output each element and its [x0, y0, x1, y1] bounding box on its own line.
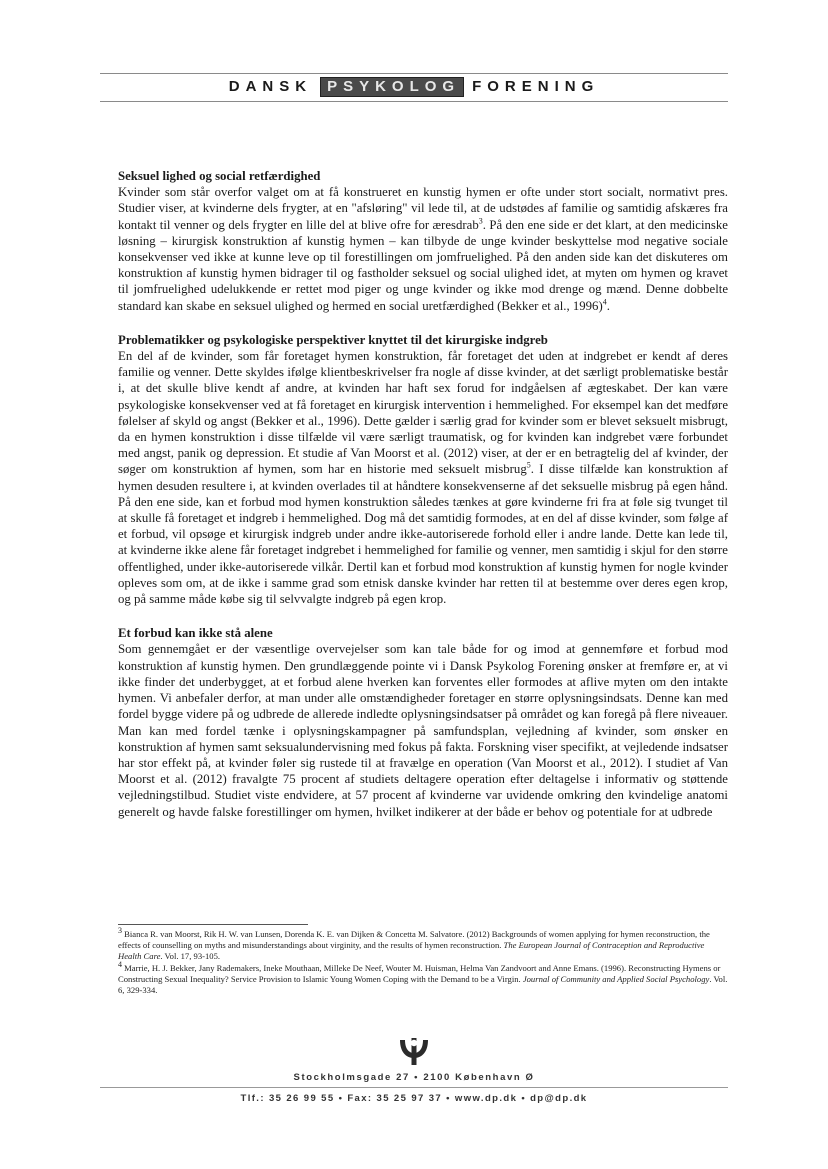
section-heading: Problematikker og psykologiske perspektiver knyttet til det kirurgiske indgreb — [118, 332, 548, 347]
section-paragraph: Som gennemgået er der væsentlige overvejelser som kan tale både for og imod at gennemføre et forbud mod konstruktion af kunstig hymen. Den grundlæggende pointe vi i Dansk Psykolog Forening ønsker at fremføre er, at vi ikke finder det underbygget, at et forbud alene hverken kan forventes eller formodes at aflive myten om den intakte hymen. Vi anbefaler derfor, at man under alle omstændigheder foretager en større oplysningsindsats. Denne kan med fordel bygge videre på og udbrede de allerede indledte oplysningsindsatser på området og kan foregå på flere niveauer. Man kan med fordel tænke i oplysningskampagner på samfundsplan, vejledning af kvinder, som ønsker en konstruktion af hymen samt seksualundervisning med fokus på fakta. Forskning viser specifikt, at vejledende indsatser har stor effekt på, at kvinder føler sig rustede til at fravælge en operation (Van Moorst et al., 2012). I studiet af Van Moorst et al. (2012) fravalgte 75 procent af studiets deltagere operation efter deltagelse i informativ og støttende vejledningstilbud. Studiet viste endvidere, at 57 procent af kvinderne var uvidende omkring den kvindelige anatomi generelt og havde falske forestillinger om hymen, hvilket indikerer at der både er behov og potentiale for at udbrede — [118, 642, 728, 819]
letter-body — [118, 168, 728, 838]
footnotes — [118, 926, 728, 997]
section-paragraph: Kvinder som står overfor valget om at få konstrueret en kunstig hymen er ofte under stort socialt, normativt pres. Studier viser, at kvinderne dels frygter, at en "afsløring" vil lede til, at de udstødes af familie og samtidig afskæres fra kontakt til venner og dels frygter en lille del at blive ofre for æresdrab$^3$. På den ene side er det klart, at den medicinske løsning – kirurgisk konstruktion af kunstig hymen – kan tilbyde de unge kvinder beskyttelse mod negative sociale konsekvenser ved ikke at kunne leve op til forestillingen om jomfruelighed. På den anden side kan det diskuteres om konstruktion af kunstig hymen bidrager til og fastholder seksuel og social ulighed idet, at myten om hymen og kravet til jomfruelighed udelukkende er rettet mod piger og unge kvinder og ikke mod drenge og mænd. Denne dobbelte standard kan skabe en seksuel ulighed og hermed en social uretfærdighed (Bekker et al., 1996)$^4$. — [118, 185, 728, 313]
footer-rule — [100, 1087, 728, 1088]
footer-address: Stockholmsgade 27 • 2100 København Ø — [293, 1072, 535, 1083]
section-et-forbud — [118, 625, 728, 819]
header-top-rule — [100, 73, 728, 74]
section-heading: Et forbud kan ikke stå alene — [118, 626, 273, 641]
section-heading: Seksuel lighed og social retfærdighed — [118, 169, 321, 183]
dp-logo-icon — [397, 1036, 431, 1066]
footnote-3: $^3$ Bianca R. van Moorst, Rik H. W. van Lunsen, Dorenda K. E. van Dijken & Concetta M. Salvatore. (2012) Backgrounds of women applying for hymen reconstruction, the effects of counselling on myths and misunderstandings about virginity, and the results of hymen reconstruction. The European Journal of Contraception and Reproductive Health Care. Vol. 17, 93-105. — [118, 926, 710, 961]
section-paragraph: En del af de kvinder, som får foretaget hymen konstruktion, får foretaget det uden at indgrebet er kendt af deres familie og venner. Dette skyldes ifølge klientbeskrivelser fra nogle af disse kvinder, at det særligt problematiske består i, at det skulle blive kendt af andre, at kvinden har haft sex forud for indgåelsen af ægteskabet. Der kan være psykologiske konsekvenser ved at få foretaget en kirurgisk intervention i hemmelighed. For eksempel kan det medføre følelser af skyld og angst (Bekker et al., 1996). Dette gælder i særlig grad for kvinder som er blevet seksuelt misbrugt, da en hymen konstruktion i disse tilfælde vil være særligt traumatisk, og for kvinden kan indgrebet være forbundet med angst, panik og depression. Et studie af Van Moorst et al. (2012) viser, at der er en betragtelig del af kvinder, der søger om konstruktion af hymen, som har en historie med seksuelt misbrug$^5$. I disse tilfælde kan konstruktion af hymen desuden resultere i, at kvinden overlades til at håndtere konsekvenserne af det seksuelle misbrug på egen hånd. På den ene side, kan et forbud mod hymen konstruktion således tænkes at gøre kvinderne fri fra at føle sig tvunget til at skulle få foretaget et indgreb i hemmelighed. Dog må det samtidig formodes, at en del af disse kvinder, som følge af et forbud, vil opsøge et kirurgisk indgreb under andre ikke-autoriserede forhold eller i andre lande. Dette kan lede til, at kvinderne ikke alene får foretaget indgrebet i hemmelighed for familie og venner, men samtidig i skjul for den større offentlighed, under ikke-autoriserede vilkår. Dertil kan et forbud mod konstruktion af kunstig hymen for nogle kvinder opleves som om, at de ikke i samme grad som etnisk danske kvinder har retten til at bestemme over deres egen krop, og på samme måde købe sig til selvvalgte indgreb på egen krop. — [118, 349, 728, 607]
footnote-ref: 4 — [602, 297, 607, 307]
masthead — [0, 78, 828, 95]
section-problematikker — [118, 332, 728, 607]
masthead-forening: FORENING — [472, 78, 600, 95]
footnote-4: $^4$ Marrie, H. J. Bekker, Jany Rademakers, Ineke Mouthaan, Milleke De Neef, Wouter M. Huisman, Helma Van Zandvoort and Anne Emans. (1996). Reconstructing Hymens or Constructing Sexual Inequality? Service Provision to Islamic Young Women Coping with the Demand to be a Virgin. Journal of Community and Applied Social Psychology. Vol. 6, 329-334. — [118, 960, 728, 995]
footer-contact: Tlf.: 35 26 99 55 • Fax: 35 25 97 37 • www.dp.dk • dp@dp.dk — [240, 1093, 588, 1104]
section-seksuel-lighed — [118, 168, 728, 314]
footnote-ref: 5 — [526, 461, 531, 471]
header-bottom-rule — [100, 101, 728, 102]
masthead-dansk: DANSK — [228, 78, 313, 95]
masthead-psykolog: PSYKOLOG — [320, 77, 464, 97]
footnote-rule — [118, 924, 308, 925]
footnote-ref: 3 — [478, 216, 483, 226]
